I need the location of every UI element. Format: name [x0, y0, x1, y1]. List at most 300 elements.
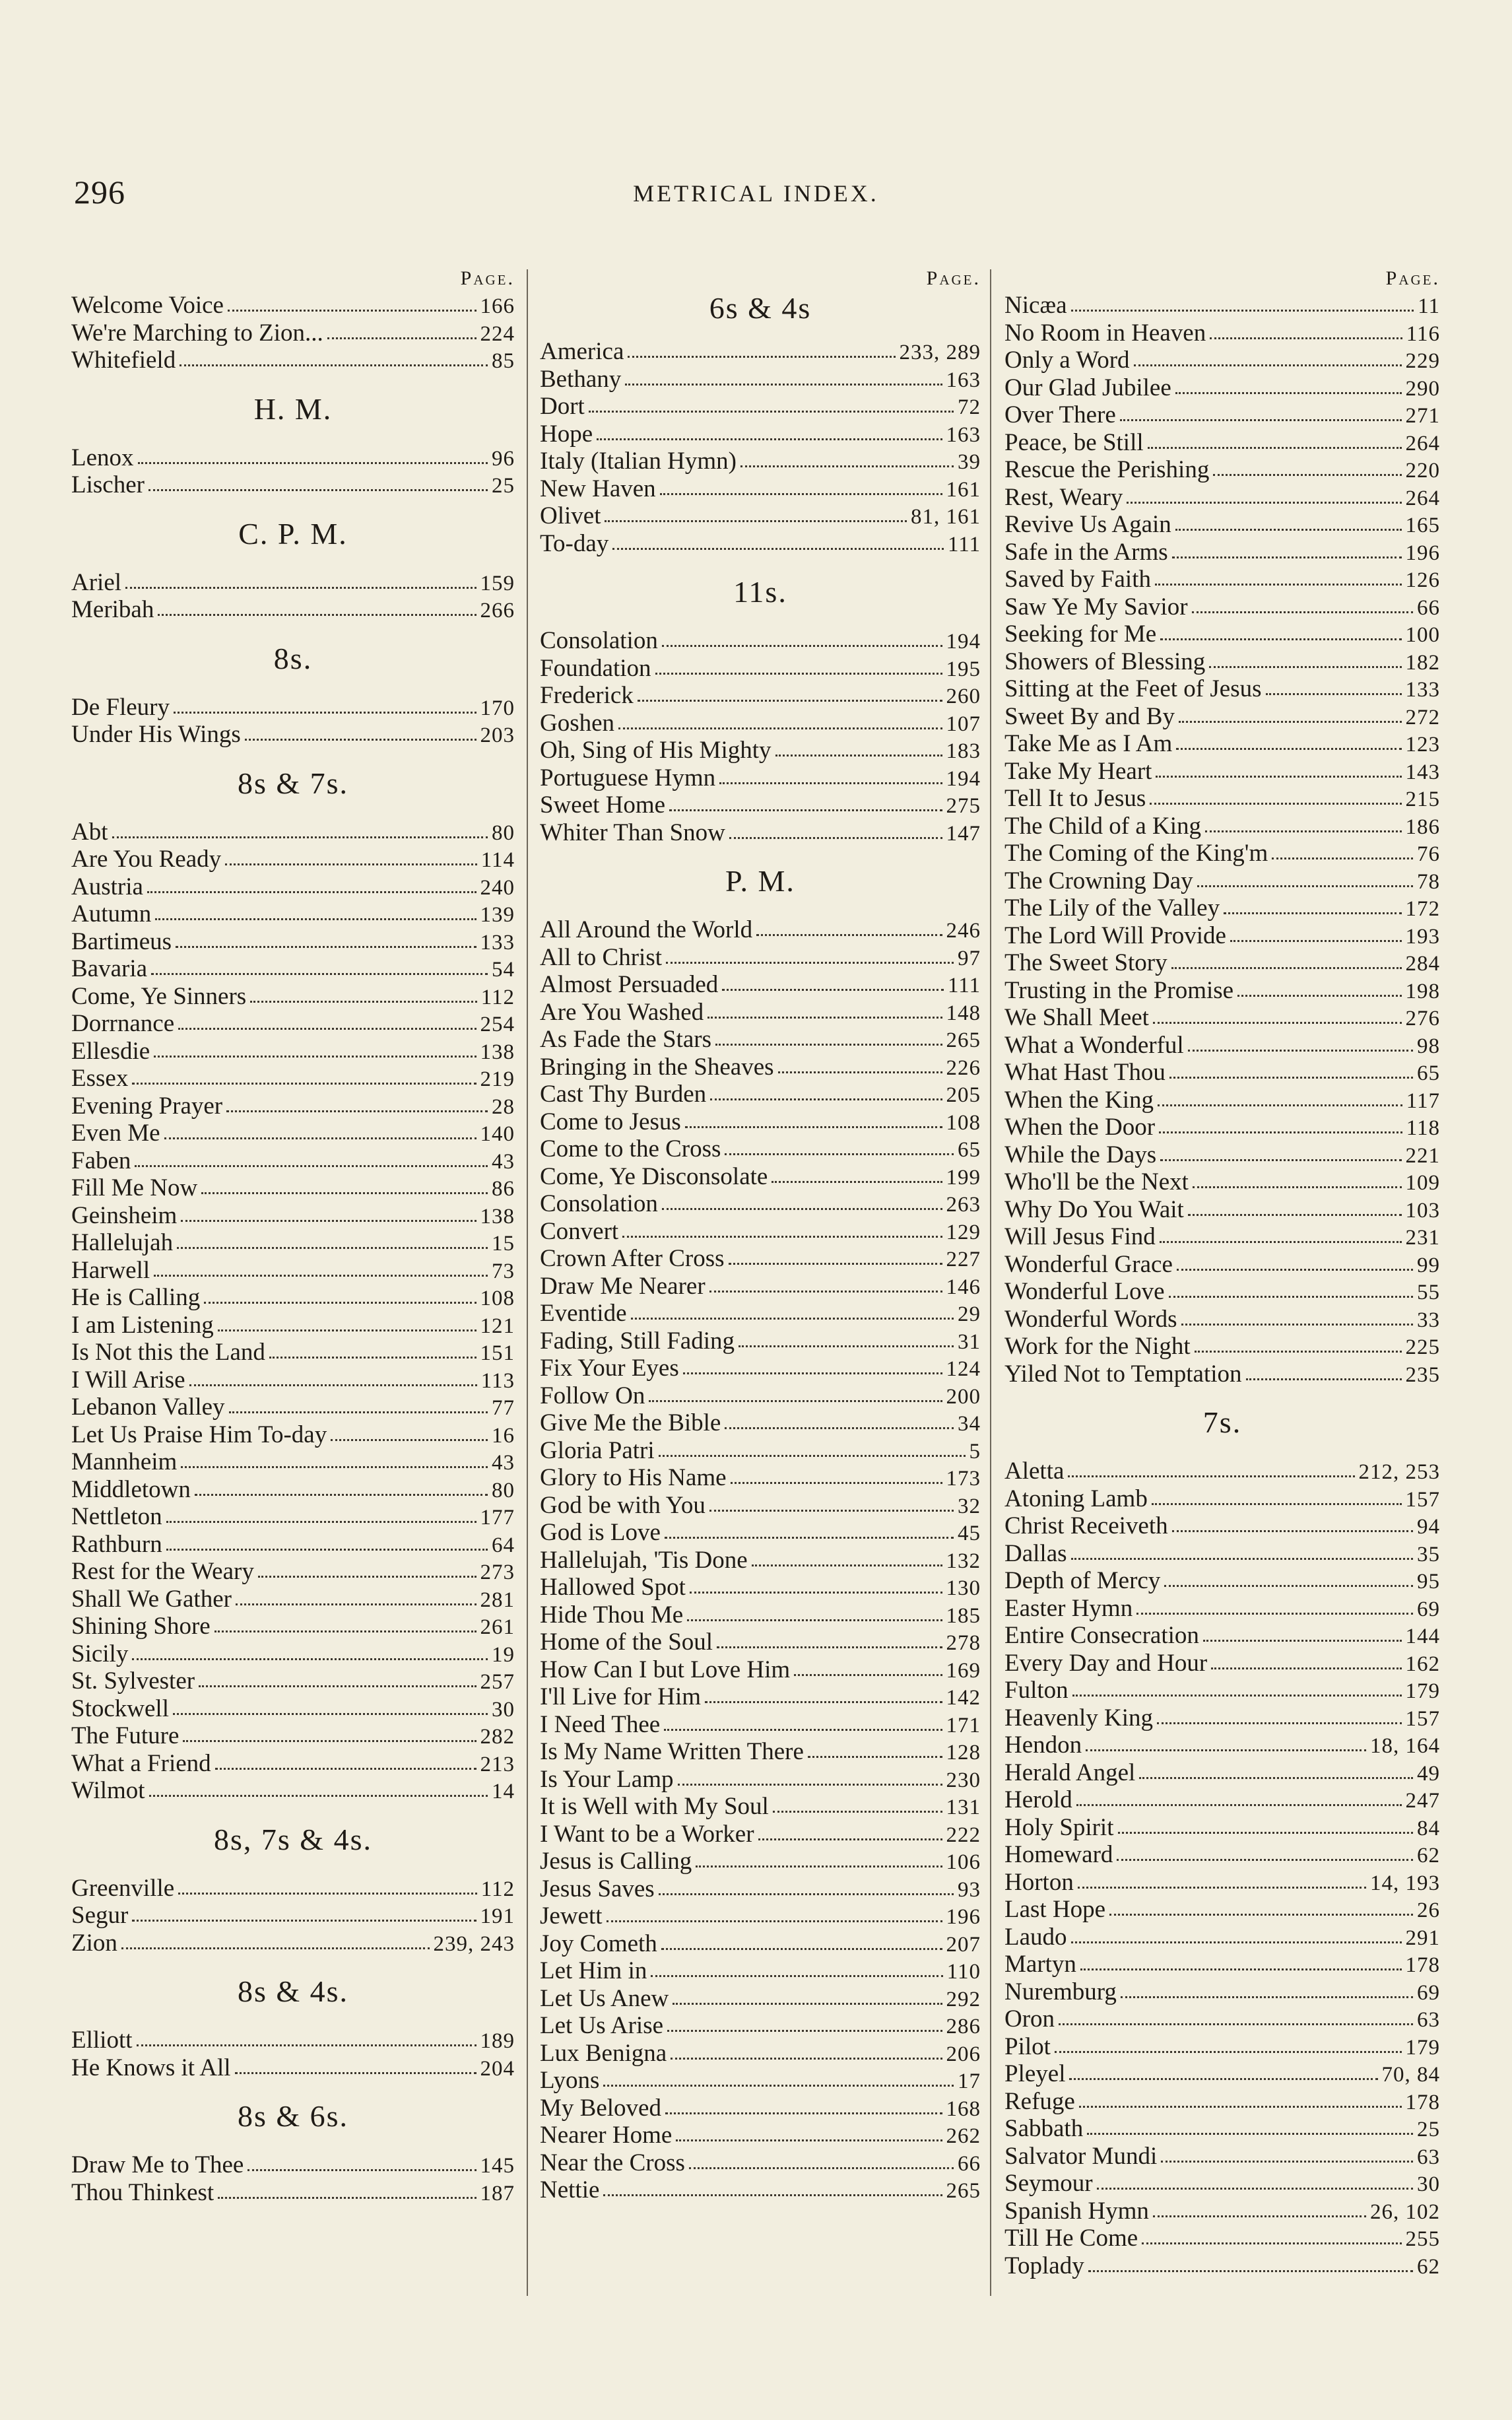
index-entry [540, 999, 981, 1026]
hymn-title: Under His Wings [71, 721, 241, 748]
index-entry [1004, 1786, 1440, 1814]
page-reference: 17 [958, 2069, 981, 2093]
dot-leader [189, 1384, 477, 1386]
page-reference: 26 [1417, 1899, 1440, 1922]
index-entry [1004, 1512, 1440, 1540]
index-entry [71, 1257, 515, 1285]
dot-leader [1160, 1159, 1401, 1161]
dot-leader [1069, 2078, 1377, 2080]
dot-leader [740, 465, 954, 467]
page-reference: 62 [1417, 2254, 1440, 2279]
hymn-title: Autumn [71, 900, 152, 927]
index-entry [540, 627, 981, 655]
index-entry [71, 569, 515, 597]
dot-leader [649, 1400, 942, 1402]
hymn-title: Homeward [1004, 1841, 1113, 1868]
dot-leader [125, 587, 476, 589]
page-reference: 43 [492, 1149, 515, 1174]
index-entry [71, 2027, 515, 2054]
page-reference: 275 [946, 794, 981, 818]
hymn-title: Rest for the Weary [71, 1558, 254, 1585]
hymn-title: Fix Your Eyes [540, 1355, 679, 1382]
hymn-title: De Fleury [71, 693, 170, 721]
hymn-title: Abt [71, 818, 108, 846]
hymn-title: Austria [71, 873, 143, 900]
dot-leader [659, 1455, 966, 1457]
dot-leader [1224, 912, 1401, 914]
dot-leader [1188, 1214, 1402, 1216]
index-entry [540, 1437, 981, 1465]
dot-leader [773, 1811, 942, 1813]
page-reference: 173 [946, 1467, 981, 1491]
index-entry [540, 1574, 981, 1601]
index-entry [71, 819, 515, 846]
hymn-title: Bartimeus [71, 927, 172, 955]
index-entry [540, 1328, 981, 1355]
index-entry [1004, 1485, 1440, 1513]
dot-leader [235, 2072, 477, 2074]
hymn-title: Peace, be Still [1004, 428, 1144, 456]
dot-leader [1197, 885, 1413, 887]
page-reference: 112 [480, 1877, 515, 1901]
hymn-title: Almost Persuaded [540, 971, 719, 998]
hymn-title: Sicily [71, 1640, 129, 1667]
dot-leader [1076, 1804, 1402, 1806]
hymn-title: He is Calling [71, 1284, 201, 1311]
dot-leader [199, 1685, 476, 1687]
dot-leader [1164, 1585, 1413, 1587]
dot-leader [719, 782, 942, 784]
page-reference: 163 [946, 368, 981, 392]
index-entry [71, 1902, 515, 1930]
index-entry [540, 2012, 981, 2040]
dot-leader [173, 1713, 488, 1715]
hymn-title: What Hast Thou [1004, 1059, 1166, 1086]
dot-leader [1080, 1968, 1402, 1970]
dot-leader [1246, 1378, 1402, 1380]
page-reference: 32 [958, 1494, 981, 1518]
index-entry [1004, 2198, 1440, 2225]
hymn-title: Essex [71, 1065, 129, 1092]
index-entry [71, 1586, 515, 1613]
page-reference: 54 [492, 958, 515, 982]
page-reference: 31 [958, 1329, 981, 1354]
page-reference: 33 [1417, 1308, 1440, 1332]
dot-leader [1156, 776, 1401, 778]
hymn-title: Nuremburg [1004, 1978, 1117, 2005]
running-head: METRICAL INDEX. [633, 180, 879, 207]
page-reference: 109 [1405, 1171, 1440, 1195]
hymn-title: Work for the Night [1004, 1333, 1191, 1360]
hymn-title: The Child of a King [1004, 812, 1202, 840]
hymn-title: Fulton [1004, 1677, 1068, 1704]
index-entry [1004, 977, 1440, 1005]
hymn-title: Hide Thou Me [540, 1601, 684, 1629]
dot-leader [1155, 584, 1402, 586]
hymn-title: Easter Hymn [1004, 1594, 1133, 1622]
dot-leader [176, 946, 476, 948]
index-entry [540, 1601, 981, 1629]
page-reference: 215 [1405, 788, 1440, 811]
page-reference: 131 [946, 1796, 981, 1819]
dot-leader [1134, 364, 1402, 366]
hymn-title: Entire Consecration [1004, 1622, 1199, 1649]
section-heading: 7s. [1202, 1405, 1242, 1439]
hymn-title: Zion [71, 1929, 117, 1957]
hymn-title: Showers of Blessing [1004, 648, 1206, 675]
hymn-title: Harwell [71, 1256, 150, 1284]
index-entry [1004, 1595, 1440, 1623]
dot-leader [731, 1482, 942, 1484]
hymn-title: Dort [540, 393, 585, 420]
dot-leader [1086, 1749, 1366, 1751]
dot-leader [696, 1865, 942, 1867]
hymn-title: Nettie [540, 2176, 600, 2203]
index-entry [71, 292, 515, 319]
hymn-title: Saw Ye My Savior [1004, 593, 1188, 621]
hymn-title: Sitting at the Feet of Jesus [1004, 675, 1262, 702]
hymn-title: Wonderful Words [1004, 1305, 1177, 1333]
index-entry [71, 1667, 515, 1695]
hymn-title: Olivet [540, 502, 601, 529]
hymn-title: Middletown [71, 1475, 191, 1503]
index-entry [1004, 1087, 1440, 1114]
index-entry [540, 1821, 981, 1848]
dot-leader [215, 1768, 477, 1770]
dot-leader [178, 1028, 476, 1030]
page-reference: 273 [480, 1561, 515, 1584]
dot-leader [1179, 721, 1402, 723]
page-reference: 93 [958, 1877, 981, 1902]
hymn-title: What a Friend [71, 1749, 211, 1777]
hymn-title: Give Me the Bible [540, 1409, 721, 1436]
page-reference: 170 [480, 696, 515, 720]
dot-leader [772, 1181, 942, 1183]
index-entry [1004, 730, 1440, 758]
hymn-title: Lebanon Valley [71, 1394, 225, 1421]
hymn-title: Who'll be the Next [1004, 1168, 1189, 1195]
dot-leader [1213, 474, 1401, 476]
index-entry [540, 916, 981, 944]
dot-leader [690, 1592, 942, 1594]
hymn-title: Seeking for Me [1004, 621, 1157, 648]
entry-list [540, 338, 981, 557]
entry-list [71, 444, 515, 499]
dot-leader [651, 1975, 942, 1977]
index-entry [71, 1558, 515, 1586]
hymn-title: God is Love [540, 1519, 661, 1546]
index-entry [1004, 758, 1440, 786]
index-entry [1004, 1567, 1440, 1595]
dot-leader [1172, 556, 1402, 558]
page-reference: 139 [480, 903, 515, 927]
dot-leader [154, 1056, 476, 1058]
dot-leader [154, 1275, 488, 1277]
page-reference: 262 [946, 2124, 981, 2148]
index-entry [540, 1683, 981, 1711]
hymn-title: Faben [71, 1147, 131, 1174]
page-reference: 65 [1417, 1061, 1440, 1085]
page-reference: 25 [1417, 2118, 1440, 2141]
hymn-title: When the Door [1004, 1114, 1156, 1141]
index-entry [540, 2149, 981, 2177]
hymn-title: My Beloved [540, 2094, 661, 2122]
page-reference: 265 [946, 1028, 981, 1052]
index-entry [540, 1519, 981, 1547]
page-reference: 203 [480, 723, 515, 747]
dot-leader [687, 1619, 942, 1621]
index-entry [540, 1163, 981, 1191]
page-reference: 63 [1417, 2008, 1440, 2032]
dot-leader [631, 1318, 954, 1320]
index-entry [71, 1366, 515, 1394]
section-heading: 8s & 7s. [237, 766, 349, 800]
index-entry [71, 347, 515, 374]
index-entry [540, 1547, 981, 1574]
hymn-title: Jewett [540, 1902, 603, 1930]
index-entry [1004, 1704, 1440, 1732]
entry-list [1004, 292, 1440, 1388]
index-entry [1004, 1361, 1440, 1388]
page-reference: 257 [480, 1670, 515, 1694]
page-reference: 76 [1417, 842, 1440, 866]
dot-leader [1181, 1324, 1413, 1326]
page-reference: 118 [1406, 1116, 1440, 1140]
hymn-title: Wonderful Love [1004, 1278, 1165, 1305]
hymn-title: Laudo [1004, 1923, 1067, 1951]
index-entry [1004, 1677, 1440, 1704]
index-entry [540, 1656, 981, 1684]
dot-leader [655, 673, 942, 675]
index-entry [540, 1190, 981, 1218]
page-reference: 70, 84 [1381, 2063, 1440, 2087]
index-entry [540, 1875, 981, 1903]
hymn-title: Aletta [1004, 1458, 1065, 1485]
index-entry [71, 1531, 515, 1559]
dot-leader [689, 2167, 954, 2169]
page-reference: 143 [1405, 760, 1440, 784]
index-entry [1004, 319, 1440, 347]
dot-leader [183, 1740, 476, 1742]
dot-leader [659, 1893, 954, 1895]
index-entry [1004, 1251, 1440, 1279]
index-entry [1004, 1004, 1440, 1032]
hymn-title: Salvator Mundi [1004, 2142, 1158, 2170]
page-reference: 103 [1405, 1198, 1440, 1223]
hymn-title: He Knows it All [71, 2054, 231, 2081]
page-reference: 224 [480, 321, 515, 346]
dot-leader [705, 1701, 942, 1703]
hymn-title: While the Days [1004, 1141, 1157, 1168]
page-reference: 113 [480, 1368, 515, 1393]
index-entry [1004, 1924, 1440, 1951]
index-entry [1004, 1114, 1440, 1141]
hymn-title: Joy Cometh [540, 1930, 657, 1957]
dot-leader [1088, 2270, 1413, 2272]
page-reference: 286 [946, 2015, 981, 2038]
page-reference: 263 [946, 1193, 981, 1217]
hymn-title: Jesus is Calling [540, 1848, 692, 1875]
page-column-label: Page. [460, 267, 515, 289]
dot-leader [1161, 2161, 1413, 2163]
page-reference: 187 [480, 2181, 515, 2205]
page-reference: 77 [492, 1396, 515, 1420]
page-reference: 264 [1405, 486, 1440, 510]
dot-leader [1071, 1558, 1413, 1560]
dot-leader [664, 1729, 942, 1731]
page-reference: 145 [480, 2154, 515, 2178]
hymn-title: America [540, 338, 624, 365]
dot-leader [225, 863, 477, 865]
page-reference: 114 [480, 848, 515, 872]
dot-leader [618, 727, 942, 729]
dot-leader [1176, 748, 1401, 750]
hymn-title: Let Us Anew [540, 1984, 669, 2012]
index-entry [540, 1355, 981, 1382]
dot-leader [589, 411, 954, 413]
page-reference: 124 [946, 1357, 981, 1381]
index-entry [71, 1010, 515, 1038]
hymn-title: As Fade the Stars [540, 1026, 711, 1053]
page-reference: 80 [492, 1478, 515, 1502]
index-entry [1004, 593, 1440, 621]
page-reference: 169 [946, 1658, 981, 1683]
dot-leader [665, 2112, 942, 2114]
page-reference: 111 [947, 974, 981, 997]
entry-list [540, 627, 981, 846]
page-reference: 229 [1405, 349, 1440, 373]
dot-leader [1148, 447, 1402, 449]
index-entry [71, 319, 515, 347]
hymn-title: No Room in Heaven [1004, 319, 1206, 347]
section-heading: 8s, 7s & 4s. [214, 1822, 372, 1856]
hymn-title: Are You Ready [71, 846, 222, 873]
hymn-title: Geinsheim [71, 1201, 178, 1229]
index-entry [71, 900, 515, 928]
page-reference: 117 [1406, 1089, 1440, 1113]
dot-leader [628, 356, 895, 358]
page-reference: 284 [1405, 952, 1440, 976]
page-reference: 28 [492, 1094, 515, 1119]
hymn-title: Toplady [1004, 2252, 1084, 2279]
hymn-title: Come, Ye Sinners [71, 982, 247, 1010]
page-reference: 265 [946, 2179, 981, 2203]
dot-leader [147, 891, 477, 893]
index-entry [71, 1930, 515, 1957]
dot-leader [121, 1947, 430, 1949]
page-reference: 66 [1417, 595, 1440, 620]
page-reference: 111 [947, 532, 981, 556]
dot-leader [603, 2194, 942, 2196]
dot-leader [132, 1083, 476, 1085]
section-heading: 8s. [273, 641, 313, 675]
dot-leader [1139, 1777, 1413, 1779]
hymn-title: Wonderful Grace [1004, 1250, 1173, 1278]
dot-leader [612, 548, 944, 550]
dot-leader [756, 934, 942, 936]
hymn-title: Bethany [540, 365, 622, 393]
hymn-title: Whiter Than Snow [540, 819, 725, 846]
index-entry [1004, 949, 1440, 977]
hymn-title: Heavenly King [1004, 1704, 1154, 1731]
hymn-title: Even Me [71, 1120, 160, 1147]
index-entry [540, 1273, 981, 1300]
page-reference: 194 [946, 766, 981, 791]
dot-leader [715, 1044, 942, 1046]
hymn-title: Take Me as I Am [1004, 730, 1173, 757]
page-reference: 43 [492, 1451, 515, 1475]
index-entry [540, 502, 981, 530]
index-entry [1004, 539, 1440, 566]
hymn-title: Bavaria [71, 955, 148, 982]
index-entry [1004, 2225, 1440, 2252]
page-reference: 16 [492, 1423, 515, 1448]
hymn-title: Horton [1004, 1868, 1074, 1896]
dot-leader [1172, 1530, 1413, 1532]
index-entry [71, 1038, 515, 1065]
hymn-title: Jesus Saves [540, 1875, 655, 1902]
dot-leader [1209, 666, 1401, 668]
hymn-title: St. Sylvester [71, 1667, 195, 1695]
dot-leader [794, 1674, 942, 1676]
dot-leader [666, 962, 954, 964]
hymn-title: Evening Prayer [71, 1092, 223, 1120]
entry-list [71, 292, 515, 374]
dot-leader [662, 645, 942, 647]
dot-leader [218, 2197, 476, 2199]
hymn-title: Foundation [540, 654, 651, 682]
index-entry [1004, 2143, 1440, 2170]
dot-leader [709, 1291, 942, 1293]
hymn-title: Hope [540, 420, 593, 448]
index-entry [71, 873, 515, 901]
hymn-title: Christ Receiveth [1004, 1512, 1168, 1539]
dot-leader [667, 2030, 942, 2032]
index-entry [71, 1476, 515, 1504]
dot-leader [1266, 693, 1402, 695]
dot-leader [603, 2085, 954, 2087]
dot-leader [331, 1439, 488, 1441]
dot-leader [1157, 1722, 1401, 1724]
dot-leader [178, 1893, 477, 1895]
page-reference: 25 [492, 474, 515, 498]
hymn-title: Come, Ye Disconsolate [540, 1162, 768, 1190]
page-reference: 183 [946, 739, 981, 763]
page-reference: 99 [1417, 1253, 1440, 1277]
hymn-title: Revive Us Again [1004, 511, 1171, 538]
index-entry [71, 1147, 515, 1175]
index-entry [540, 791, 981, 819]
dot-leader [1175, 392, 1402, 394]
index-entry [71, 2179, 515, 2207]
index-entry [71, 983, 515, 1011]
page-reference: 98 [1417, 1034, 1440, 1058]
page-reference: 227 [946, 1248, 981, 1271]
page-reference: 159 [480, 571, 515, 595]
hymn-title: Let Us Arise [540, 2012, 664, 2039]
page-reference: 144 [1405, 1625, 1440, 1648]
page-reference: 163 [946, 422, 981, 447]
page-reference: 26, 102 [1370, 2200, 1440, 2224]
dot-leader [1079, 2106, 1402, 2108]
dot-leader [607, 1920, 942, 1922]
dot-leader [201, 1192, 488, 1194]
page-reference: 121 [480, 1314, 515, 1338]
hymn-title: Fill Me Now [71, 1174, 198, 1201]
dot-leader [137, 2044, 477, 2046]
index-entry [540, 366, 981, 393]
index-entry [540, 682, 981, 710]
